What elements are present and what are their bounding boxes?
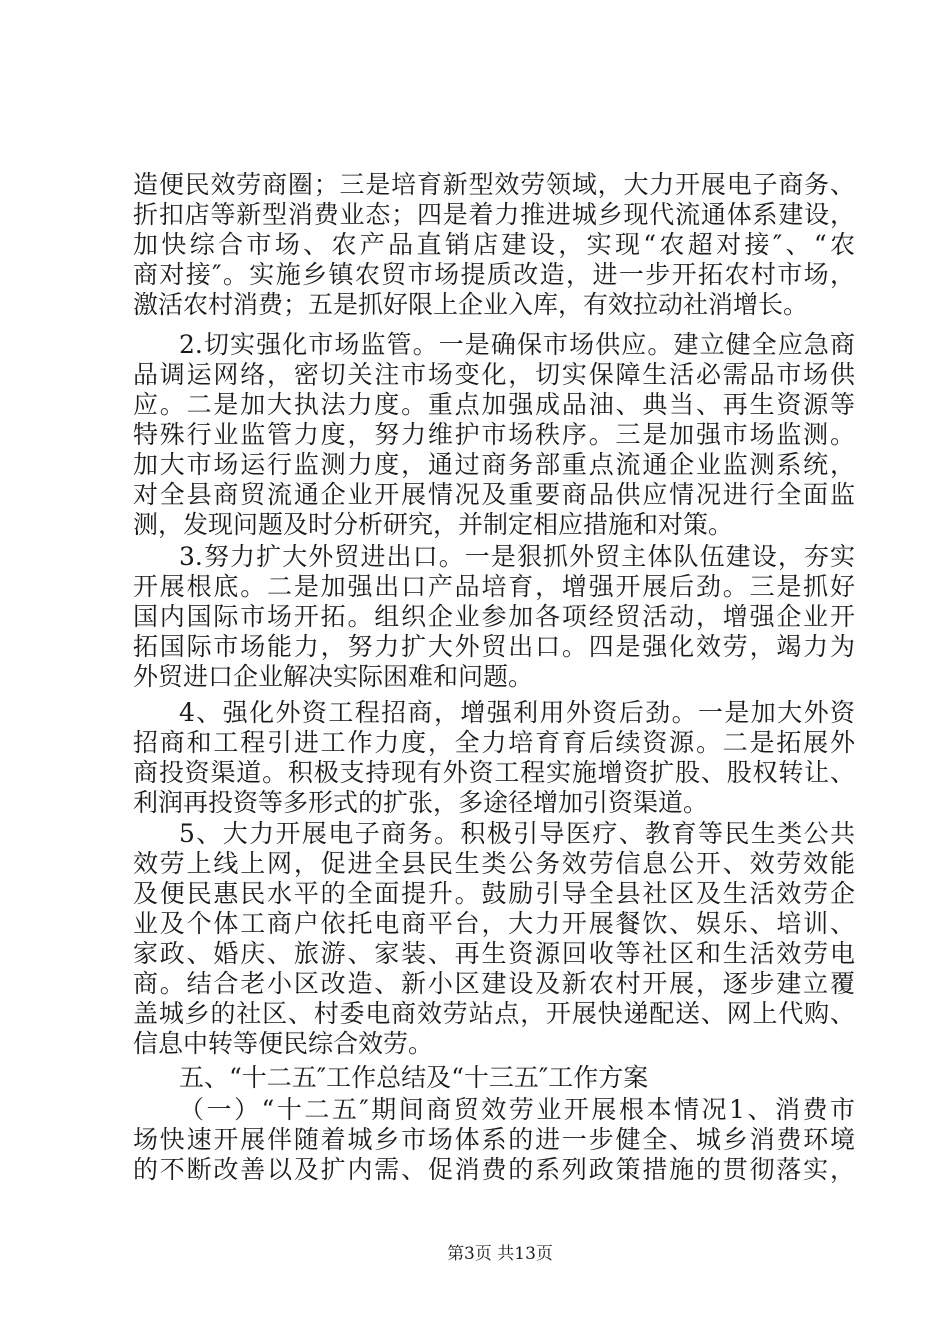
- text-line: （一）“十二五″期间商贸效劳业开展根本情况1、消费市: [179, 1095, 855, 1124]
- paragraph-e-commerce: [133, 819, 855, 1059]
- text-line: 商对接″。实施乡镇农贸市场提质改造，进一步开拓农村市场，: [133, 260, 855, 289]
- text-line: 商。结合老小区改造、新小区建设及新农村开展，逐步建立覆: [133, 969, 855, 998]
- section-heading: [133, 1063, 855, 1093]
- paragraph-continuation: [133, 170, 855, 320]
- text-line: 特殊行业监管力度，努力维护市场秩序。三是加强市场监测。: [133, 420, 855, 449]
- paragraph-summary: [133, 1095, 855, 1185]
- text-line: 的不断改善以及扩内需、促消费的系列政策措施的贯彻落实，: [133, 1155, 855, 1184]
- text-line: 加大市场运行监测力度，通过商务部重点流通企业监测系统，: [133, 450, 855, 479]
- paragraph-market-supervision: [133, 330, 855, 540]
- text-line: 品调运网络，密切关注市场变化，切实保障生活必需品市场供: [133, 360, 855, 389]
- text-line: 业及个体工商户依托电商平台，大力开展餐饮、娱乐、培训、: [133, 909, 855, 938]
- text-line: 2.切实强化市场监管。一是确保市场供应。建立健全应急商: [179, 330, 855, 359]
- text-line: 应。二是加大执法力度。重点加强成品油、典当、再生资源等: [133, 390, 855, 419]
- text-line: 利润再投资等多形式的扩张，多途径增加引资渠道。: [133, 788, 709, 817]
- text-line: 4、强化外资工程招商，增强利用外资后劲。一是加大外资: [179, 698, 855, 727]
- text-line: 外贸进口企业解决实际困难和问题。: [133, 662, 534, 691]
- paragraph-foreign-investment: [133, 698, 855, 818]
- heading-line: 五、“十二五″工作总结及“十三五″工作方案: [179, 1063, 649, 1092]
- text-line: 5、大力开展电子商务。积极引导医疗、教育等民生类公共: [179, 819, 855, 848]
- page-number-footer: 第3页 共13页: [447, 1244, 553, 1264]
- text-line: 场快速开展伴随着城乡市场体系的进一步健全、城乡消费环境: [133, 1125, 855, 1154]
- text-line: 家政、婚庆、旅游、家装、再生资源回收等社区和生活效劳电: [133, 939, 855, 968]
- text-line: 3.努力扩大外贸进出口。一是狠抓外贸主体队伍建设，夯实: [179, 542, 855, 571]
- text-line: 效劳上线上网，促进全县民生类公务效劳信息公开、效劳效能: [133, 849, 855, 878]
- text-line: 盖城乡的社区、村委电商效劳站点，开展快递配送、网上代购、: [133, 999, 855, 1028]
- text-line: 加快综合市场、农产品直销店建设，实现“农超对接″、“农: [133, 230, 855, 259]
- text-line: 国内国际市场开拓。组织企业参加各项经贸活动，增强企业开: [133, 602, 855, 631]
- text-line: 信息中转等便民综合效劳。: [133, 1029, 434, 1058]
- text-line: 激活农村消费；五是抓好限上企业入库，有效拉动社消增长。: [133, 290, 809, 319]
- text-line: 拓国际市场能力，努力扩大外贸出口。四是强化效劳，竭力为: [133, 632, 855, 661]
- text-line: 造便民效劳商圈；三是培育新型效劳领域，大力开展电子商务、: [133, 170, 855, 199]
- text-line: 开展根底。二是加强出口产品培育，增强开展后劲。三是抓好: [133, 572, 855, 601]
- text-line: 折扣店等新型消费业态；四是着力推进城乡现代流通体系建设，: [133, 200, 855, 229]
- text-line: 测，发现问题及时分析研究，并制定相应措施和对策。: [133, 510, 734, 539]
- text-line: 商投资渠道。积极支持现有外资工程实施增资扩股、股权转让、: [133, 758, 855, 787]
- text-line: 招商和工程引进工作力度，全力培育育后续资源。二是拓展外: [133, 728, 855, 757]
- paragraph-foreign-trade: [133, 542, 855, 692]
- text-line: 及便民惠民水平的全面提升。鼓励引导全县社区及生活效劳企: [133, 879, 855, 908]
- text-line: 对全县商贸流通企业开展情况及重要商品供应情况进行全面监: [133, 480, 855, 509]
